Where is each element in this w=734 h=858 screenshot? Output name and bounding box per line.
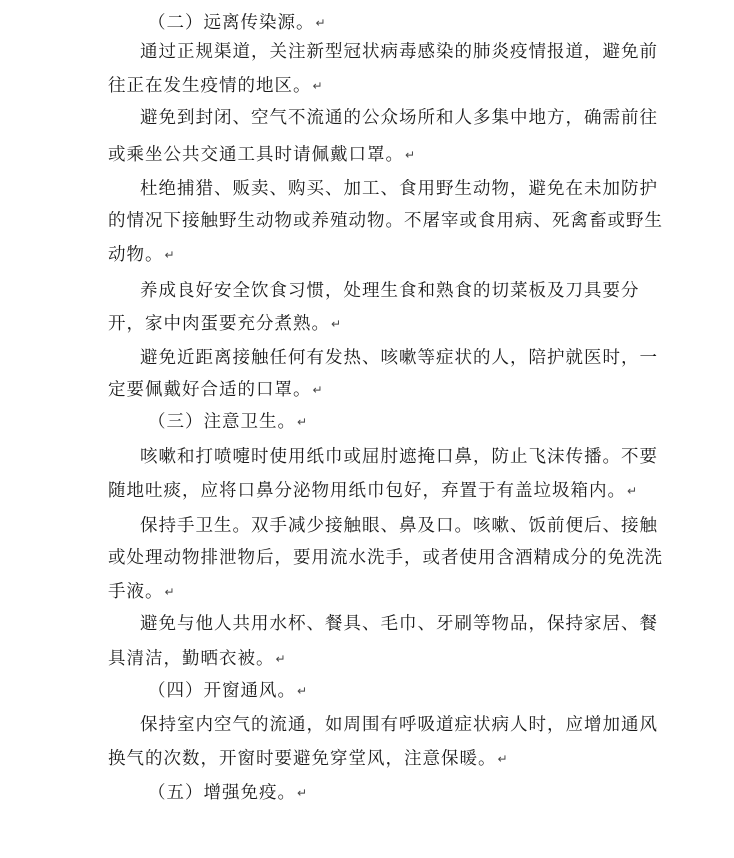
line-text: 避免到封闭、空气不流通的公众场所和人多集中地方，确需前往 (140, 108, 658, 128)
line-text: 开，家中肉蛋要充分煮熟。 (108, 314, 330, 334)
paragraph-line (140, 280, 640, 302)
section-heading (148, 782, 307, 804)
paragraph-mark-icon: ↵ (405, 148, 416, 162)
paragraph-mark-icon: ↵ (297, 684, 308, 698)
paragraph-line (140, 714, 658, 736)
line-text: 的情况下接触野生动物或养殖动物。不屠宰或食用病、死禽畜或野生 (108, 211, 663, 231)
paragraph-mark-icon: ↵ (164, 585, 175, 599)
paragraph-mark-icon: ↵ (297, 786, 308, 800)
paragraph-line (108, 480, 637, 502)
line-text: 随地吐痰，应将口鼻分泌物用纸巾包好，弃置于有盖垃圾箱内。 (108, 481, 626, 501)
paragraph-line (140, 41, 658, 63)
paragraph-line (140, 613, 658, 635)
line-text: （五）增强免疫。 (148, 783, 296, 803)
line-text: 保持室内空气的流通，如周围有呼吸道症状病人时，应增加通风 (140, 715, 658, 735)
paragraph-line (108, 379, 323, 401)
line-text: 通过正规渠道，关注新型冠状病毒感染的肺炎疫情报道，避免前 (140, 42, 658, 62)
section-heading (148, 680, 307, 702)
line-text: 咳嗽和打喷嚏时使用纸巾或屈肘遮掩口鼻，防止飞沫传播。不要 (140, 447, 658, 467)
section-heading (148, 411, 307, 433)
line-text: 杜绝捕猎、贩卖、购买、加工、食用野生动物，避免在未加防护 (140, 179, 658, 199)
paragraph-line (108, 75, 323, 97)
paragraph-mark-icon: ↵ (164, 248, 175, 262)
line-text: 或乘坐公共交通工具时请佩戴口罩。 (108, 145, 404, 165)
paragraph-line (108, 547, 663, 569)
paragraph-line (108, 244, 175, 266)
line-text: 换气的次数，开窗时要避免穿堂风，注意保暖。 (108, 749, 497, 769)
paragraph-line (108, 210, 663, 232)
paragraph-mark-icon: ↵ (312, 79, 323, 93)
paragraph-line (140, 446, 658, 468)
line-text: （四）开窗通风。 (148, 681, 296, 701)
paragraph-line (108, 748, 508, 770)
paragraph-mark-icon: ↵ (297, 415, 308, 429)
line-text: 避免近距离接触任何有发热、咳嗽等症状的人，陪护就医时，一 (140, 348, 658, 368)
paragraph-line (140, 515, 658, 537)
paragraph-mark-icon: ↵ (275, 652, 286, 666)
line-text: 具清洁，勤晒衣被。 (108, 649, 275, 669)
paragraph-mark-icon: ↵ (315, 16, 326, 30)
line-text: 往正在发生疫情的地区。 (108, 76, 312, 96)
line-text: 手液。 (108, 582, 164, 602)
paragraph-line (108, 313, 341, 335)
line-text: 动物。 (108, 245, 164, 265)
paragraph-mark-icon: ↵ (331, 317, 342, 331)
line-text: 养成良好安全饮食习惯，处理生食和熟食的切菜板及刀具要分 (140, 281, 640, 301)
line-text: （三）注意卫生。 (148, 412, 296, 432)
paragraph-line (108, 648, 286, 670)
paragraph-line (140, 107, 658, 129)
paragraph-line (140, 347, 658, 369)
line-text: 保持手卫生。双手减少接触眼、鼻及口。咳嗽、饭前便后、接触 (140, 516, 658, 536)
paragraph-line (108, 581, 175, 603)
line-text: 定要佩戴好合适的口罩。 (108, 380, 312, 400)
paragraph-line (108, 144, 415, 166)
section-heading (148, 12, 326, 34)
paragraph-line (140, 178, 658, 200)
paragraph-mark-icon: ↵ (312, 383, 323, 397)
line-text: （二）远离传染源。 (148, 13, 315, 33)
paragraph-mark-icon: ↵ (627, 484, 638, 498)
line-text: 避免与他人共用水杯、餐具、毛巾、牙刷等物品，保持家居、餐 (140, 614, 658, 634)
paragraph-mark-icon: ↵ (497, 752, 508, 766)
line-text: 或处理动物排泄物后，要用流水洗手，或者使用含酒精成分的免洗洗 (108, 548, 663, 568)
